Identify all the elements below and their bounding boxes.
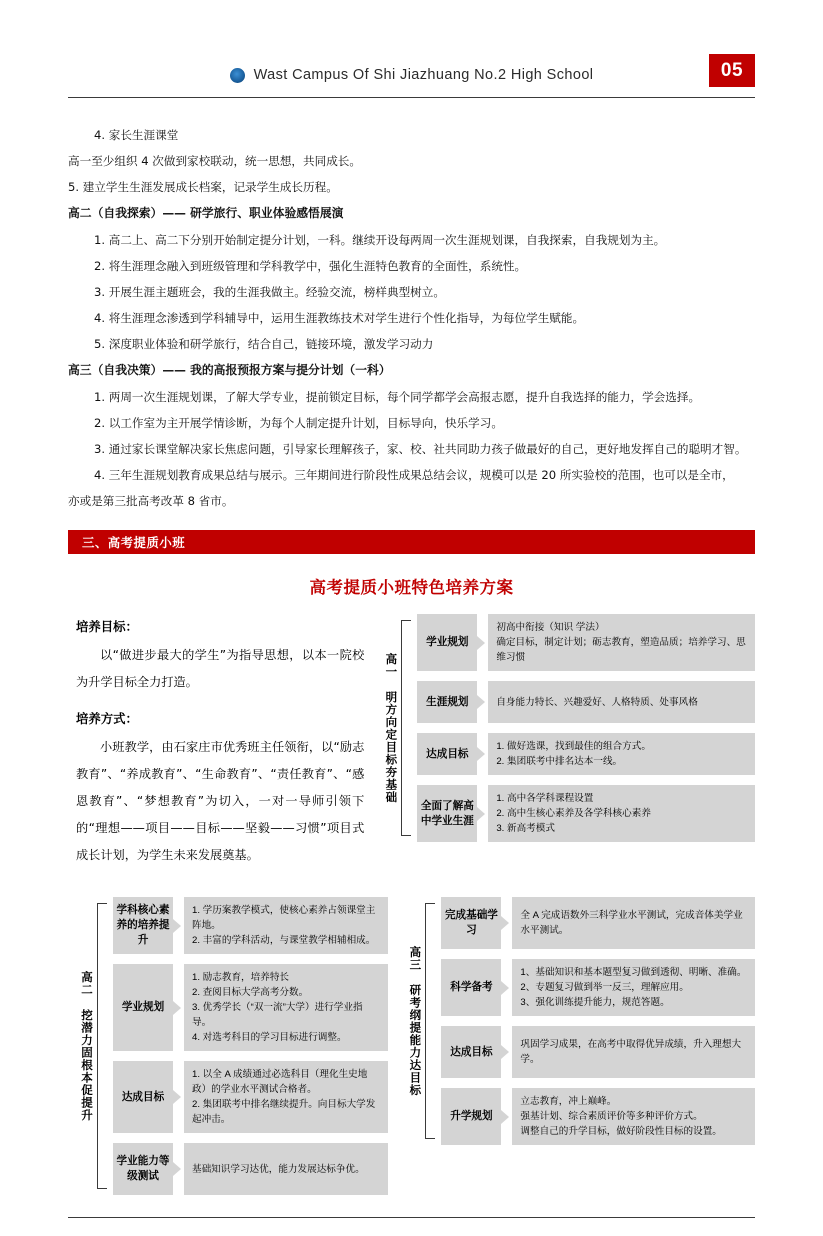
plan-row-label: 完成基础学习 bbox=[441, 897, 501, 949]
grade1-group-container bbox=[380, 614, 755, 842]
body-line: 3. 开展生涯主题班会，我的生涯我做主。经验交流，榜样典型树立。 bbox=[94, 285, 445, 299]
header-divider bbox=[68, 97, 755, 98]
plan-row-label: 全面了解高中学业生涯 bbox=[417, 785, 477, 842]
plan-row-item: 全 A 完成语数外三科学业水平测试，完成音体美学业水平测试。 bbox=[520, 910, 743, 936]
plan-row bbox=[113, 964, 388, 1051]
header-title: Wast Campus Of Shi Jiazhuang No.2 High School bbox=[253, 67, 594, 83]
grade3-group bbox=[404, 897, 755, 1145]
plan-row-item: 调整自己的升学目标，做好阶段性目标的设置。 bbox=[520, 1126, 722, 1137]
plan-row-body bbox=[488, 785, 755, 842]
grade1-brace bbox=[401, 620, 411, 836]
grade1-rows bbox=[417, 614, 755, 842]
plan-row-item: 初高中衔接（知识 学法） bbox=[496, 622, 605, 633]
plan-row-body bbox=[512, 1026, 755, 1078]
plan-row bbox=[113, 1143, 388, 1195]
plan-row-body bbox=[184, 897, 388, 954]
plan-row-item: 1. 励志教育，培养特长 bbox=[192, 972, 290, 983]
arrow-right-icon bbox=[501, 916, 509, 930]
plan-row-body bbox=[512, 897, 755, 949]
arrow-right-icon bbox=[477, 636, 485, 650]
arrow-right-icon bbox=[173, 919, 181, 933]
plan-row bbox=[441, 1088, 755, 1145]
plan-row bbox=[417, 614, 755, 671]
arrow-right-icon bbox=[501, 1110, 509, 1124]
body-line: 2. 以工作室为主开展学情诊断，为每个人制定提升计划，目标导向，快乐学习。 bbox=[94, 416, 503, 430]
plan-row-body bbox=[184, 964, 388, 1051]
grade2-rows bbox=[113, 897, 388, 1195]
plan-row bbox=[113, 1061, 388, 1133]
page-number-badge: 05 bbox=[709, 54, 755, 87]
plan-row-label: 学科核心素养的培养提升 bbox=[113, 897, 173, 954]
plan-row bbox=[441, 1026, 755, 1078]
plan-row bbox=[113, 897, 388, 954]
plan-row-body bbox=[488, 681, 755, 723]
plan-row-label: 达成目标 bbox=[417, 733, 477, 775]
arrow-right-icon bbox=[501, 981, 509, 995]
plan-row-item: 基础知识学习达优，能力发展达标争优。 bbox=[192, 1163, 365, 1175]
grade3-brace bbox=[425, 903, 435, 1139]
grade2-group bbox=[76, 897, 388, 1195]
body-subheading: 高二（自我探索）—— 研学旅行、职业体验感悟展演 bbox=[68, 206, 344, 220]
plan-row-label: 生涯规划 bbox=[417, 681, 477, 723]
plan-row-item: 确定目标，制定计划；砺志教育，塑造品质；培养学习、思维习惯 bbox=[496, 637, 746, 663]
grade1-vertical-label: 高一 明方向定目标夯基础 bbox=[384, 652, 397, 804]
body-line: 5. 深度职业体验和研学旅行，结合自己，链接环境，激发学习动力 bbox=[94, 337, 434, 351]
grade1-group bbox=[380, 614, 755, 842]
arrow-right-icon bbox=[173, 1090, 181, 1104]
plan-row-item: 2. 丰富的学科活动，与课堂教学相辅相成。 bbox=[192, 935, 376, 946]
plan-row-item: 自身能力特长、兴趣爱好、人格特质、处事风格 bbox=[496, 696, 698, 708]
training-plan-text bbox=[68, 614, 364, 879]
body-subheading: 高三（自我决策）—— 我的高报预报方案与提分计划（一科） bbox=[68, 363, 391, 377]
plan-row-item: 4. 对选考科目的学习目标进行调整。 bbox=[192, 1032, 347, 1043]
grade3-group-container bbox=[404, 897, 755, 1145]
plan-row-item: 2. 集团联考中排名达本一线。 bbox=[496, 756, 623, 767]
goal-text: 以“做进步最大的学生”为指导思想，以本一院校为升学目标全力打造。 bbox=[76, 648, 365, 689]
grade3-rows bbox=[441, 897, 755, 1145]
body-line: 4. 三年生涯规划教育成果总结与展示。三年期间进行阶段性成果总结会议，规模可以是 20 所实验校的范围，也可以是全市， bbox=[94, 468, 734, 482]
arrow-right-icon bbox=[477, 747, 485, 761]
plan-row-body bbox=[488, 614, 755, 671]
arrow-right-icon bbox=[501, 1045, 509, 1059]
body-line: 1. 两周一次生涯规划课，了解大学专业，提前锁定目标，每个同学都学会高报志愿，提升自我选择的能力，学会选择。 bbox=[94, 390, 701, 404]
plan-row-label: 学业规划 bbox=[417, 614, 477, 671]
plan-row-item: 2. 查阅目标大学高考分数。 bbox=[192, 987, 309, 998]
plan-row-label: 升学规划 bbox=[441, 1088, 501, 1145]
plan-row-item: 强基计划、综合素质评价等多种评价方式。 bbox=[520, 1111, 703, 1122]
grade2-vertical-label: 高二 挖潜力固根本促提升 bbox=[80, 970, 92, 1122]
plan-row-item: 2. 集团联考中排名继续提升。向目标大学发起冲击。 bbox=[192, 1099, 376, 1125]
plan-row-label: 学业能力等级测试 bbox=[113, 1143, 173, 1195]
plan-row-item: 3. 优秀学长（“双一流”大学）进行学业指导。 bbox=[192, 1002, 363, 1028]
plan-row-item: 3、强化训练提升能力，规范答题。 bbox=[520, 997, 670, 1008]
arrow-right-icon bbox=[173, 1162, 181, 1176]
section-title: 高考提质小班特色培养方案 bbox=[309, 579, 514, 597]
plan-row bbox=[417, 785, 755, 842]
body-line: 3. 通过家长课堂解决家长焦虑问题，引导家长理解孩子，家、校、社共同助力孩子做最好的自己，更好地发挥自己的聪明才智。 bbox=[94, 442, 747, 456]
body-line: 4. 家长生涯课堂 bbox=[94, 128, 179, 142]
plan-row-body bbox=[184, 1061, 388, 1133]
body-line: 高一至少组织 4 次做到家校联动，统一思想，共同成长。 bbox=[68, 154, 361, 168]
school-logo-icon bbox=[230, 68, 245, 83]
method-heading: 培养方式： bbox=[76, 712, 138, 726]
plan-row-item: 1. 高中各学科课程设置 bbox=[496, 793, 594, 804]
grades-row bbox=[68, 897, 755, 1195]
plan-row-label: 科学备考 bbox=[441, 959, 501, 1016]
grade3-vertical-label: 高三 研考纲提能力达目标 bbox=[408, 945, 421, 1097]
overview-row bbox=[68, 614, 755, 879]
plan-row-item: 1. 学历案教学模式，使核心素养占领课堂主阵地。 bbox=[192, 905, 376, 931]
plan-row-body bbox=[488, 733, 755, 775]
plan-row-label: 达成目标 bbox=[441, 1026, 501, 1078]
plan-row-body bbox=[512, 1088, 755, 1145]
plan-row-label: 学业规划 bbox=[113, 964, 173, 1051]
plan-row bbox=[441, 897, 755, 949]
plan-row-item: 3. 新高考模式 bbox=[496, 823, 555, 834]
body-line: 5. 建立学生生涯发展成长档案，记录学生成长历程。 bbox=[68, 180, 338, 194]
method-text: 小班教学，由石家庄市优秀班主任领衔，以“励志教育”、“养成教育”、“生命教育”、“责任教育”、“感恩教育”、“梦想教育”为切入，一对一导师引领下的“理想——项目——目标——坚毅——习惯”项目式成长计划，为学生未来发展奠基。 bbox=[76, 740, 365, 862]
plan-row bbox=[417, 681, 755, 723]
plan-row-item: 2、专题复习做到举一反三，理解应用。 bbox=[520, 982, 689, 993]
section-heading-bar: 三、高考提质小班 bbox=[68, 530, 755, 554]
arrow-right-icon bbox=[173, 1001, 181, 1015]
plan-row-body bbox=[184, 1143, 388, 1195]
plan-row-item: 1. 做好选课，找到最佳的组合方式。 bbox=[496, 741, 651, 752]
plan-row-body bbox=[512, 959, 755, 1016]
body-line: 2. 将生涯理念融入到班级管理和学科教学中，强化生涯特色教育的全面性，系统性。 bbox=[94, 259, 527, 273]
body-line: 1. 高二上、高二下分别开始制定提分计划，一科。继续开设每两周一次生涯规划课，自我探索，自我规划为主。 bbox=[94, 233, 666, 247]
plan-row-item: 立志教育，冲上巅峰。 bbox=[520, 1096, 617, 1107]
grade2-group-container bbox=[76, 897, 388, 1195]
plan-row-item: 1. 以全 A 成绩通过必选科目（理化生史地政）的学业水平测试合格者。 bbox=[192, 1069, 368, 1095]
plan-row-item: 巩固学习成果，在高考中取得优异成绩，升入理想大学。 bbox=[520, 1039, 742, 1065]
grade2-brace bbox=[97, 903, 107, 1189]
arrow-right-icon bbox=[477, 807, 485, 821]
body-line: 4. 将生涯理念渗透到学科辅导中，运用生涯教练技术对学生进行个性化指导，为每位学生赋能。 bbox=[94, 311, 585, 325]
arrow-right-icon bbox=[477, 695, 485, 709]
plan-row bbox=[441, 959, 755, 1016]
plan-row bbox=[417, 733, 755, 775]
body-line: 亦或是第三批高考改革 8 省市。 bbox=[68, 494, 234, 508]
plan-row-item: 2. 高中生核心素养及各学科核心素养 bbox=[496, 808, 651, 819]
goal-heading: 培养目标： bbox=[76, 620, 138, 634]
page-header bbox=[68, 0, 755, 118]
plan-row-item: 1、基础知识和基本题型复习做到透彻、明晰、准确。 bbox=[520, 967, 747, 978]
plan-row-label: 达成目标 bbox=[113, 1061, 173, 1133]
body-text bbox=[68, 122, 755, 514]
